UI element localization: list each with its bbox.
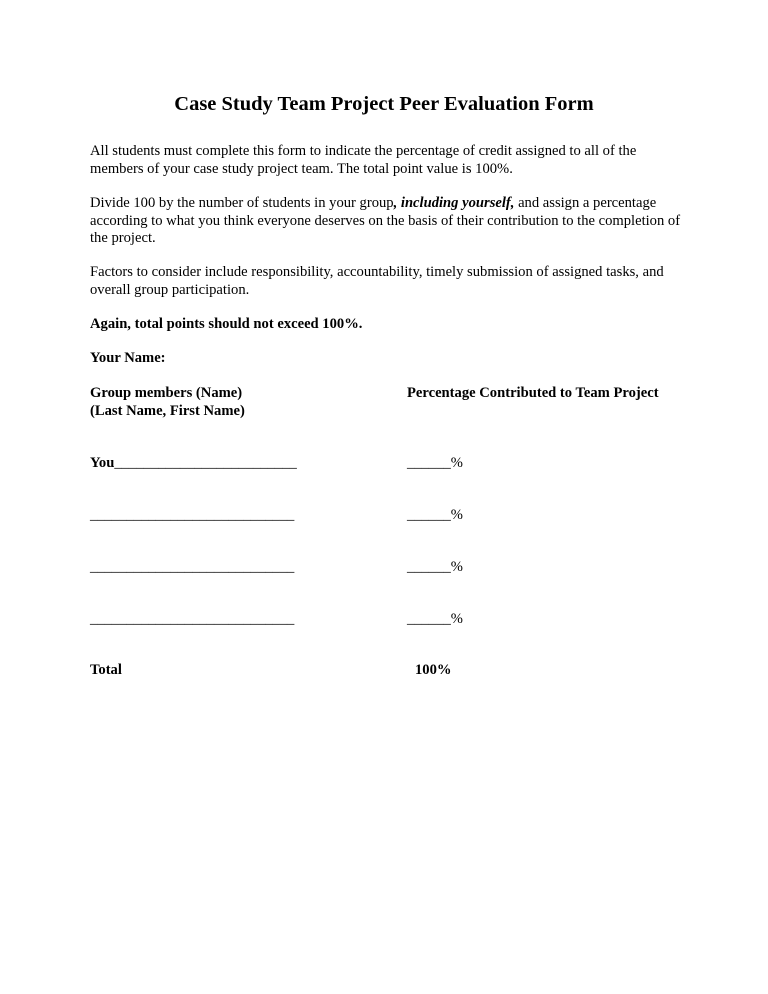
percent-blank[interactable]: ______% bbox=[407, 611, 463, 627]
member-row-you[interactable] bbox=[90, 455, 297, 473]
total-value: 100% bbox=[415, 662, 452, 678]
member-name-blank[interactable]: ____________________________ bbox=[90, 559, 295, 575]
member-name-blank[interactable]: _________________________ bbox=[114, 455, 297, 471]
instructions-p2-start: Divide 100 by the number of students in your group bbox=[90, 195, 394, 211]
page-title: Case Study Team Project Peer Evaluation Form bbox=[174, 93, 594, 115]
name-format-header: (Last Name, First Name) bbox=[90, 403, 245, 419]
member-name-blank[interactable]: ____________________________ bbox=[90, 611, 295, 627]
instructions-paragraph-2 bbox=[90, 195, 690, 248]
total-label: Total bbox=[90, 662, 122, 678]
percent-blank[interactable]: ______% bbox=[407, 559, 463, 575]
instructions-p2-end: and assign a percentage according to what you think everyone deserves on the basis of their contribution to the completion of the project. bbox=[90, 195, 681, 246]
instructions-paragraph-1: All students must complete this form to indicate the percentage of credit assigned to all of the members of your case study project team. The total point value is 100%. bbox=[90, 143, 637, 177]
percent-blank[interactable]: ______% bbox=[407, 455, 463, 471]
percent-blank[interactable]: ______% bbox=[407, 507, 463, 523]
including-yourself-emphasis: , including yourself, bbox=[393, 195, 515, 211]
percentage-header: Percentage Contributed to Team Project bbox=[407, 385, 659, 401]
total-reminder: Again, total points should not exceed 100%. bbox=[90, 316, 363, 332]
instructions-paragraph-3: Factors to consider include responsibility, accountability, timely submission of assigned tasks, and overall group participation. bbox=[90, 264, 664, 298]
member-name-blank[interactable]: ____________________________ bbox=[90, 507, 295, 523]
your-name-label: Your Name: bbox=[90, 350, 166, 366]
group-members-header: Group members (Name) bbox=[90, 385, 243, 401]
you-label: You bbox=[90, 455, 115, 471]
